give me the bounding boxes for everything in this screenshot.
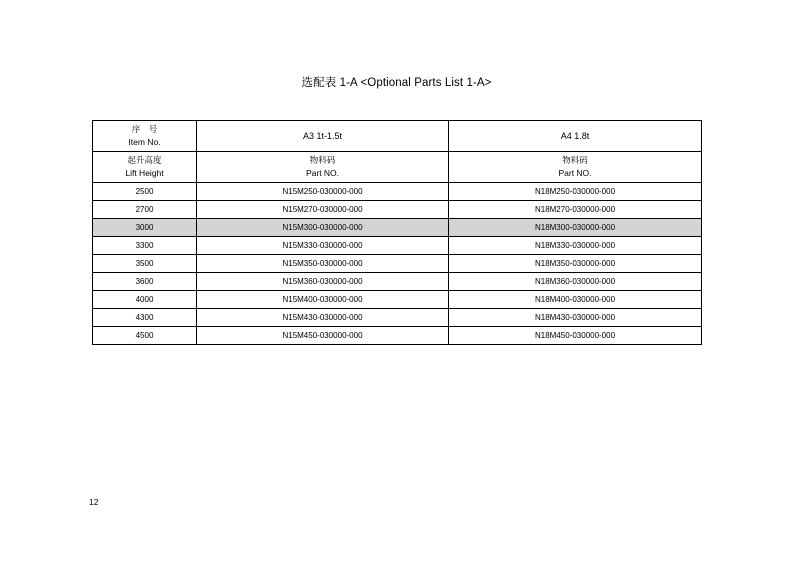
lift-height-header-cn: 起升高度 (127, 155, 162, 165)
table-row-highlighted (93, 219, 702, 237)
a3-part-cell: N15M360-030000-000 (197, 273, 449, 291)
a4-part-cell: N18M400-030000-000 (449, 291, 702, 309)
table-row (93, 291, 702, 309)
optional-parts-table (92, 120, 702, 345)
a3-part-cell: N15M250-030000-000 (197, 183, 449, 201)
a4-part-cell: N18M350-030000-000 (449, 255, 702, 273)
table-row (93, 327, 702, 345)
table-row (93, 183, 702, 201)
lift-height-cell: 3300 (93, 237, 197, 255)
a4-part-cell: N18M360-030000-000 (449, 273, 702, 291)
page-number: 12 (89, 497, 99, 507)
a4-part-no-header-en: Part NO. (558, 168, 592, 178)
table-row (93, 237, 702, 255)
table-row (93, 201, 702, 219)
lift-height-header-en: Lift Height (125, 168, 164, 178)
lift-height-cell: 4500 (93, 327, 197, 345)
a3-part-no-header-en: Part NO. (305, 168, 340, 178)
page-title: 选配表 1-A <Optional Parts List 1-A> (301, 77, 492, 89)
a3-part-cell: N15M430-030000-000 (197, 309, 449, 327)
table-row (93, 273, 702, 291)
table-row (93, 309, 702, 327)
item-no-header (93, 121, 197, 152)
a3-part-cell: N15M270-030000-000 (197, 201, 449, 219)
a4-part-cell: N18M450-030000-000 (449, 327, 702, 345)
table-header-row (93, 121, 702, 152)
a3-model-header: A3 1t-1.5t (197, 121, 449, 152)
lift-height-cell: 2700 (93, 201, 197, 219)
a4-part-cell: N18M250-030000-000 (449, 183, 702, 201)
a4-part-cell: N18M300-030000-000 (449, 219, 702, 237)
a3-part-cell: N15M350-030000-000 (197, 255, 449, 273)
a4-part-cell: N18M430-030000-000 (449, 309, 702, 327)
a3-part-cell: N15M330-030000-000 (197, 237, 449, 255)
lift-height-cell: 4300 (93, 309, 197, 327)
lift-height-header (93, 152, 197, 183)
item-no-header-en: Item No. (128, 137, 161, 147)
a3-part-cell: N15M300-030000-000 (197, 219, 449, 237)
lift-height-cell: 2500 (93, 183, 197, 201)
table-subheader-row (93, 152, 702, 183)
a3-part-no-header-cn: 物料码 (309, 155, 336, 165)
a4-part-cell: N18M270-030000-000 (449, 201, 702, 219)
item-no-header-cn: 序 号 (131, 124, 158, 134)
a4-model-header: A4 1.8t (449, 121, 702, 152)
lift-height-cell: 4000 (93, 291, 197, 309)
a3-part-no-header (197, 152, 449, 183)
a4-part-no-header-cn: 物料码 (562, 155, 588, 165)
a4-part-cell: N18M330-030000-000 (449, 237, 702, 255)
lift-height-cell: 3000 (93, 219, 197, 237)
lift-height-cell: 3500 (93, 255, 197, 273)
a3-part-cell: N15M450-030000-000 (197, 327, 449, 345)
lift-height-cell: 3600 (93, 273, 197, 291)
a3-part-cell: N15M400-030000-000 (197, 291, 449, 309)
table-row (93, 255, 702, 273)
a4-part-no-header (449, 152, 702, 183)
